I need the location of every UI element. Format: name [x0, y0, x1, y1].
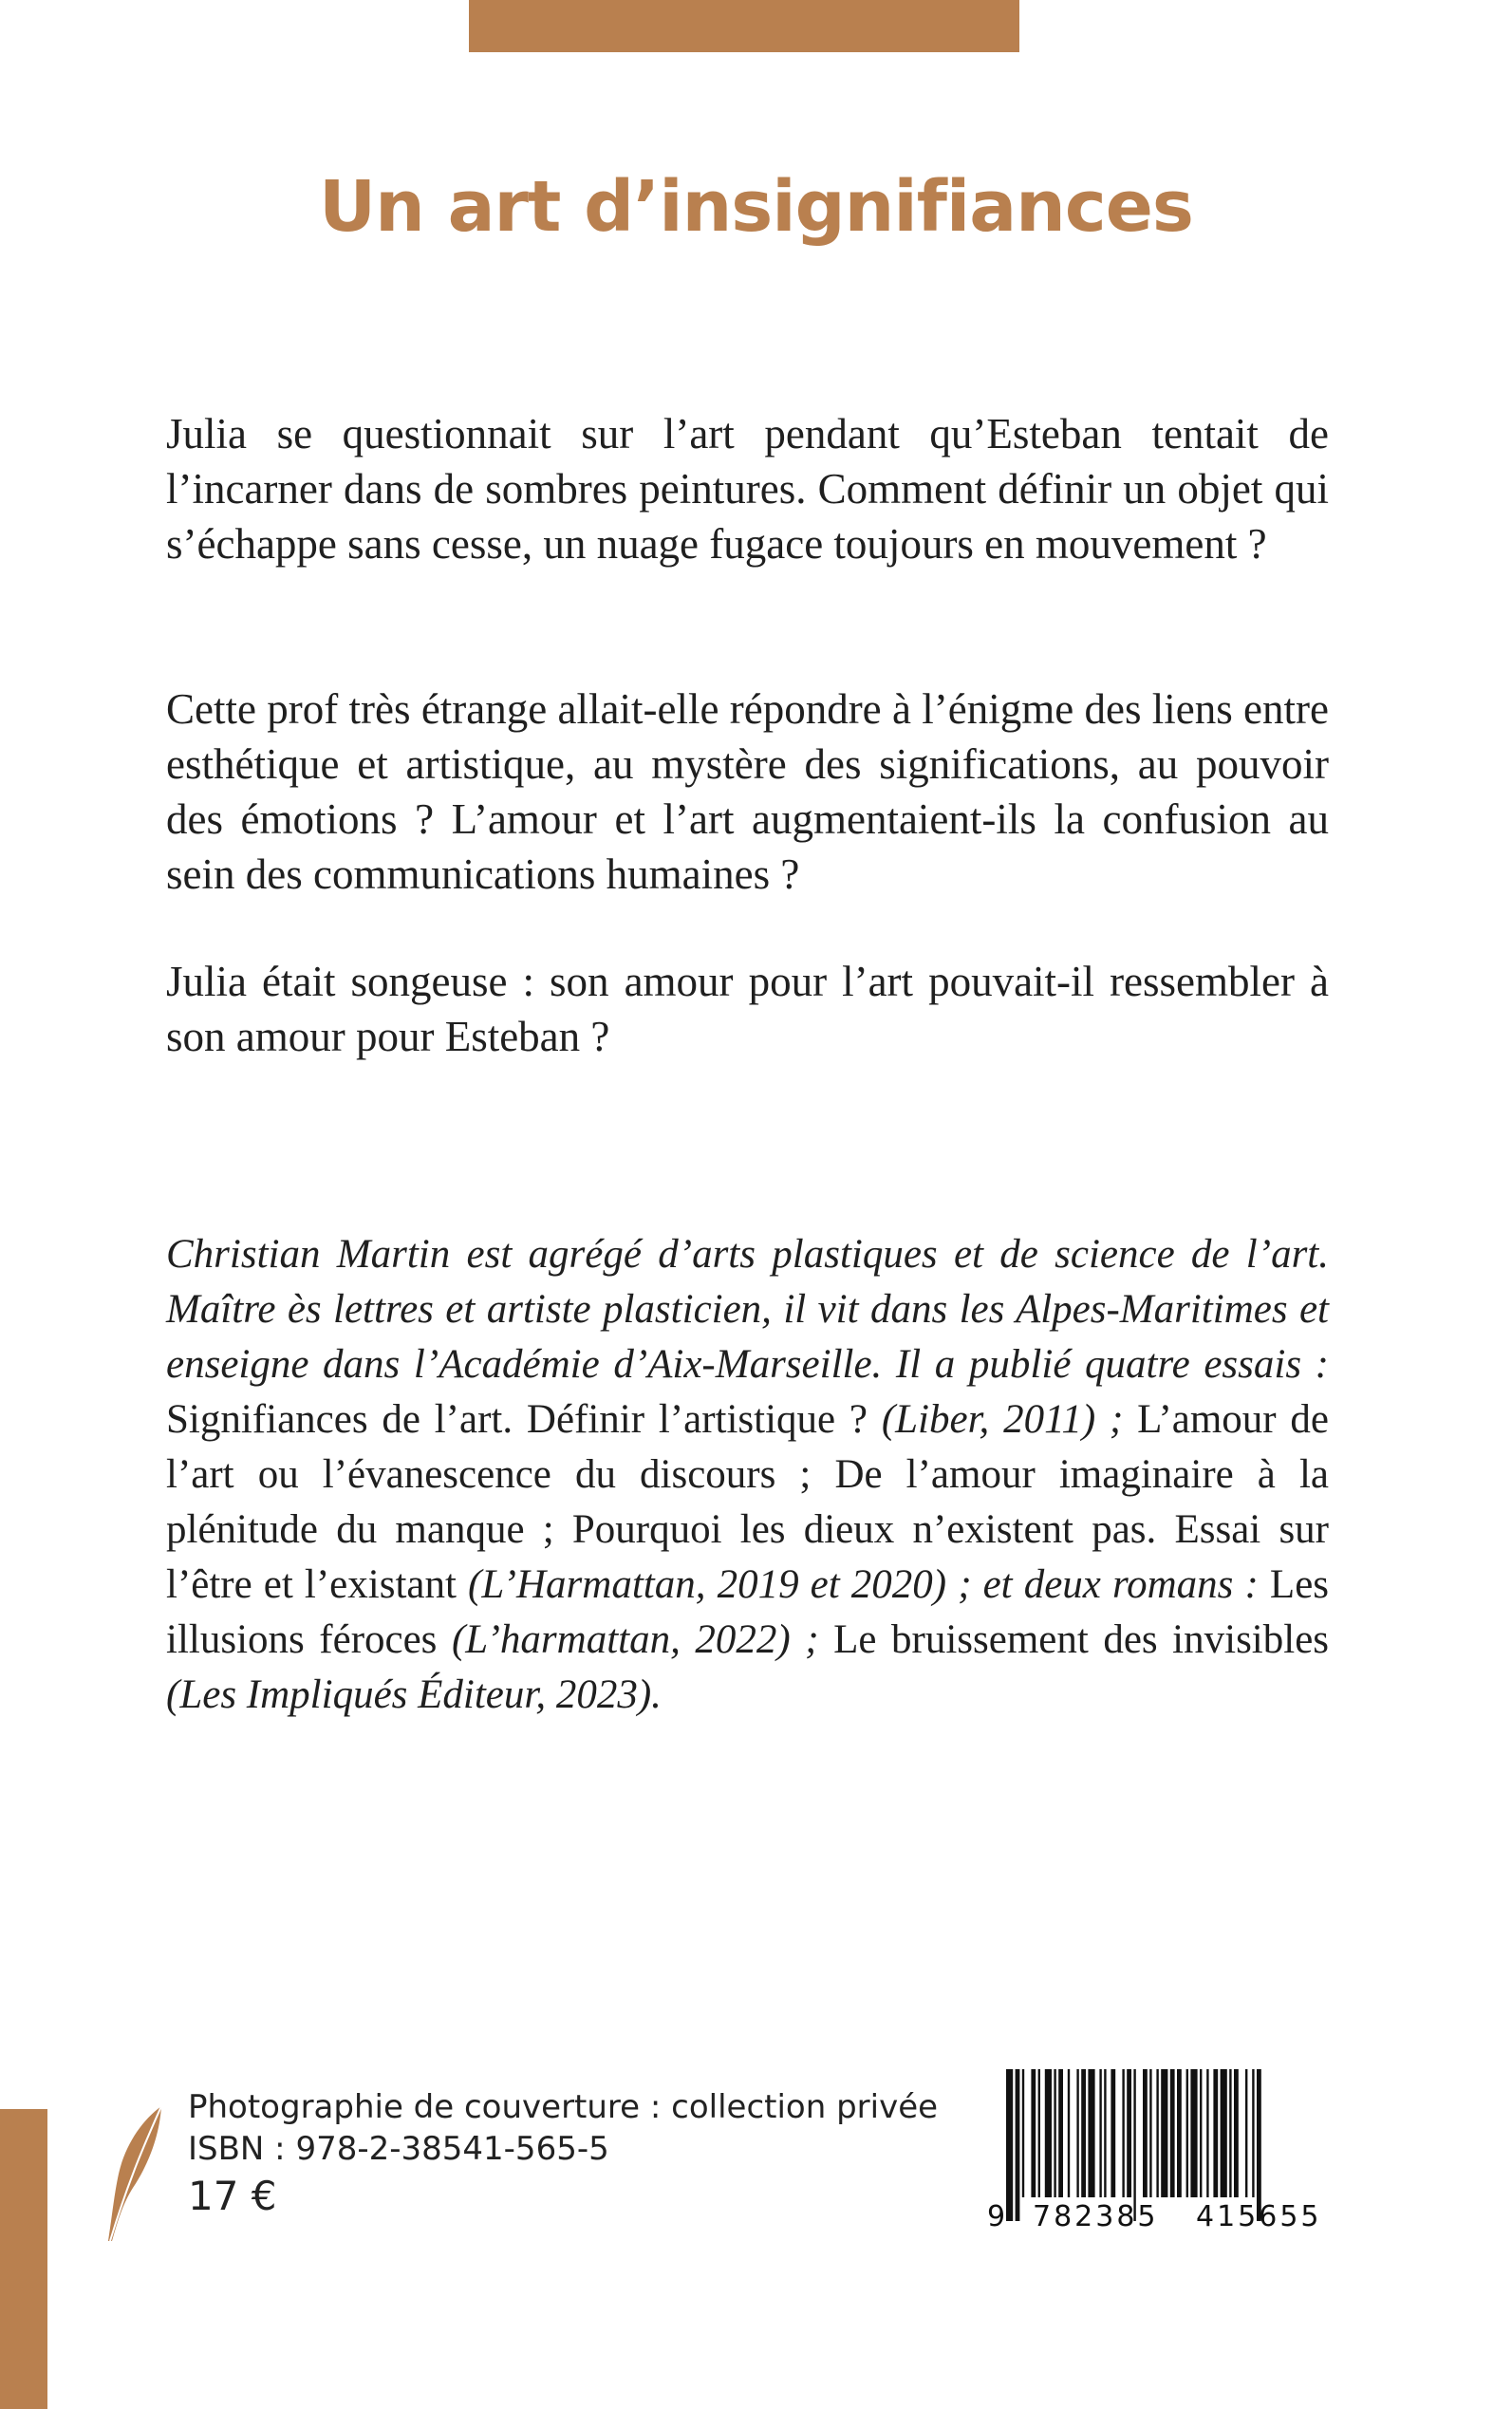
barcode-bar [1104, 2069, 1106, 2197]
barcode-bar [1031, 2069, 1036, 2197]
bio-publisher-3: (L’harmattan, 2022) ; [451, 1617, 819, 1662]
barcode-bar [1234, 2069, 1239, 2197]
side-accent-band [0, 2109, 47, 2409]
barcode-bar [1127, 2069, 1131, 2197]
barcode-lead-digit: 9 [987, 2200, 1006, 2233]
barcode-bar [1221, 2069, 1227, 2197]
barcode-bar [1143, 2069, 1148, 2197]
price: 17 € [188, 2173, 277, 2219]
barcode-bar [1045, 2069, 1052, 2197]
barcode-right-group: 415655 [1196, 2200, 1322, 2233]
barcode-bar [1156, 2069, 1158, 2197]
blurb-paragraph-2: Cette prof très étrange allait-elle répondre à l’énigme des liens entre esthétique et artistique, au mystère des significations, au pouvoir des émotions ? L’amour et l’art augmentaient-ils la confusion au sein des communications humaines ? [166, 685, 1329, 898]
isbn: ISBN : 978-2-38541-565-5 [188, 2130, 609, 2168]
barcode-bar [1016, 2069, 1020, 2221]
bio-work-3: Les illusions féroces [166, 1562, 1330, 1662]
barcode-bar [1161, 2069, 1167, 2197]
bio-work-4: Le bruissement des invisibles [833, 1617, 1330, 1662]
barcode-bar [1149, 2069, 1151, 2197]
feather-icon [103, 2102, 169, 2245]
barcode-bar [1088, 2069, 1094, 2197]
photo-credit: Photographie de couverture : collection privée [188, 2088, 939, 2126]
barcode-bar [1190, 2069, 1197, 2197]
barcode-bar [1022, 2069, 1024, 2197]
barcode-bar [1229, 2069, 1231, 2197]
barcode-bar [1186, 2069, 1188, 2197]
barcode-bar [1170, 2069, 1175, 2197]
bio-work-1: Signifiances de l’art. Définir l’artistique ? [166, 1397, 868, 1442]
barcode-bar [1054, 2069, 1055, 2197]
barcode-bar [1133, 2069, 1135, 2221]
barcode-bar [1081, 2069, 1086, 2197]
barcode-bar [1213, 2069, 1218, 2197]
bio-intro: Christian Martin est agrégé d’arts plastiques et de science de l’art. Maître ès lettres et artiste plasticien, il vit dans les Alpes-Maritimes et enseigne dans l’Académie d’Aix-Marseille. Il a publié quatre essais : [166, 1232, 1329, 1387]
blurb-paragraph-3: Julia était songeuse : son amour pour l’art pouvait-il ressembler à son amour pour Esteban ? [166, 958, 1329, 1060]
blurb-paragraph-1: Julia se questionnait sur l’art pendant qu’Esteban tentait de l’incarner dans de sombres peintures. Comment définir un objet qui s’échappe sans cesse, un nuage fugace toujours en mouvement ? [166, 410, 1329, 568]
bio-publisher-2: (L’Harmattan, 2019 et 2020) ; et deux romans : [468, 1562, 1259, 1607]
barcode-bar [1122, 2069, 1124, 2197]
barcode-bar [1257, 2069, 1261, 2221]
barcode-bar [1177, 2069, 1182, 2197]
barcode-bar [1206, 2069, 1208, 2197]
barcode-bar [1245, 2069, 1247, 2197]
barcode-bar [1099, 2069, 1101, 2197]
author-bio [166, 1227, 1329, 1723]
bio-work-2: L’amour de l’art ou l’évanescence du discours ; De l’amour imaginaire à la plénitude du manque ; Pourquoi les dieux n’existent pas. Essai sur l’être et l’existant [166, 1397, 1329, 1607]
barcode-left-group: 782385 [1033, 2200, 1159, 2233]
top-accent-band [469, 0, 1019, 52]
barcode-bar [1058, 2069, 1063, 2197]
barcode-bar [1038, 2069, 1040, 2197]
barcode-bar [1006, 2069, 1013, 2221]
bio-publisher-4: (Les Impliqués Éditeur, 2023). [166, 1672, 662, 1717]
barcode-bar [1111, 2069, 1115, 2197]
barcode [1006, 2069, 1334, 2221]
credits-block [188, 2086, 938, 2217]
book-title: Un art d’insignifiances [319, 166, 1193, 248]
barcode-bar [1076, 2069, 1078, 2197]
bio-publisher-1: (Liber, 2011) ; [881, 1397, 1124, 1442]
barcode-bar [1068, 2069, 1070, 2197]
barcode-bar [1252, 2069, 1254, 2197]
barcode-bar [1200, 2069, 1202, 2197]
